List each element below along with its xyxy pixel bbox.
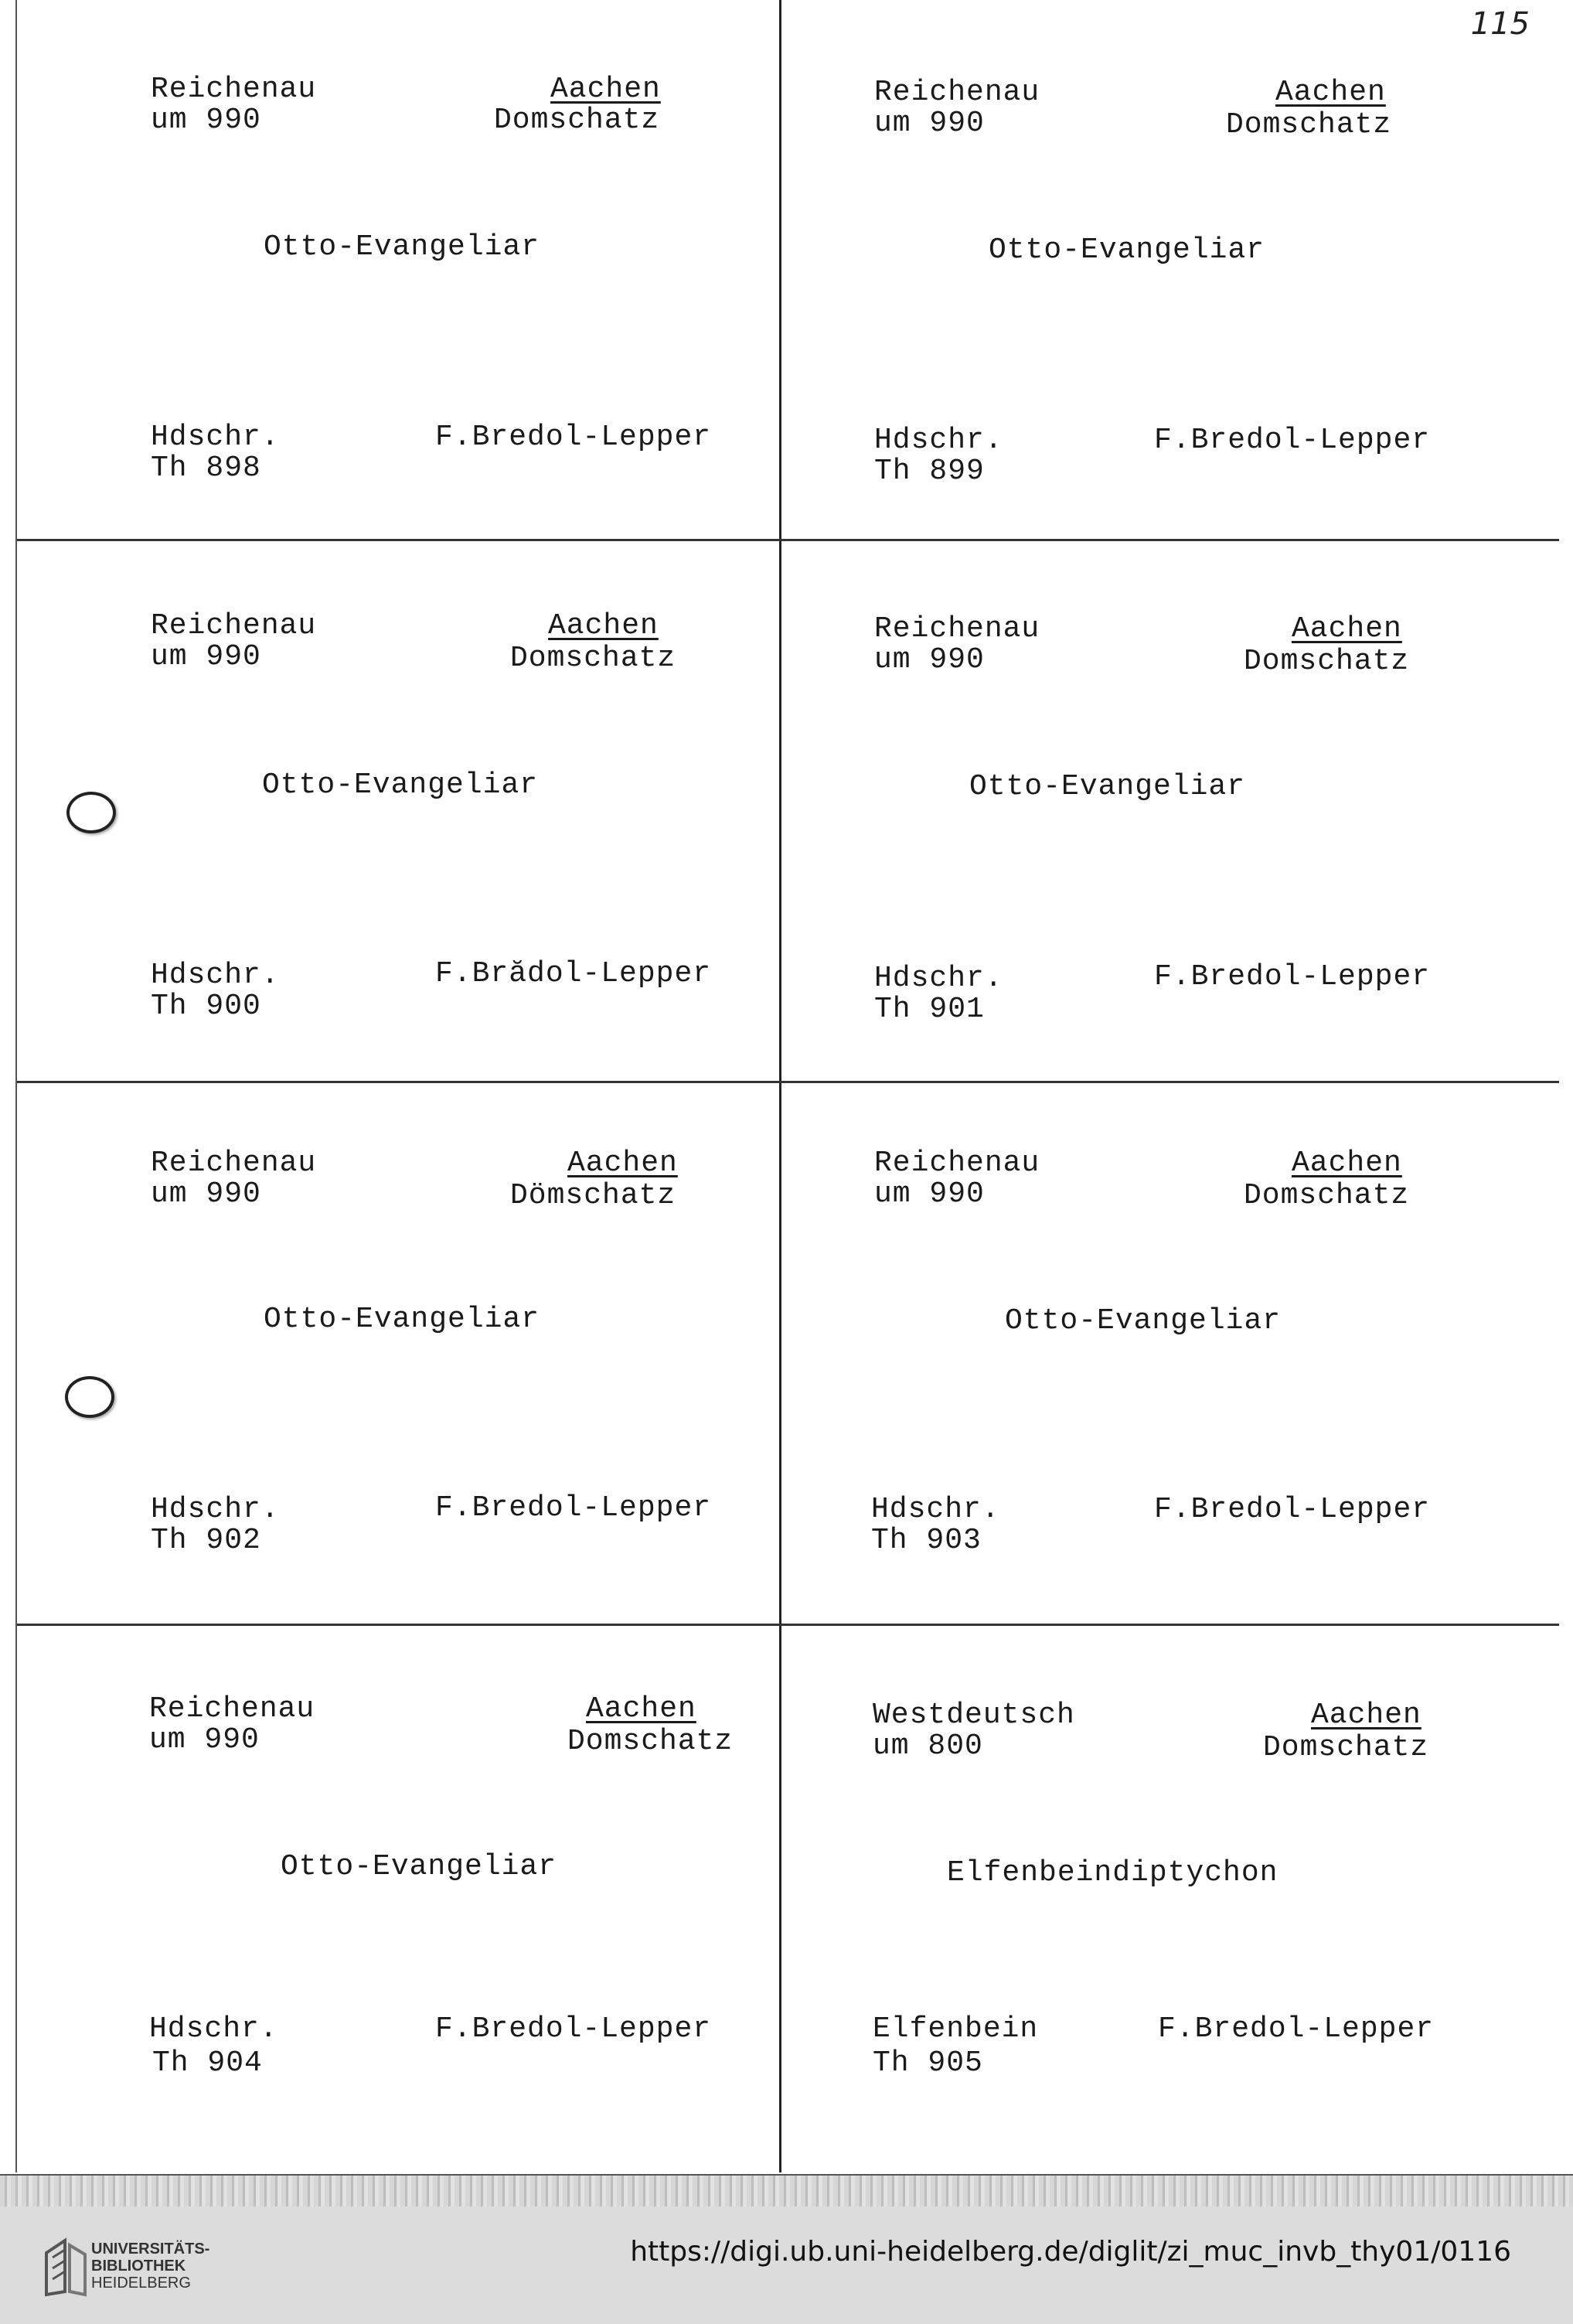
card-city: Aachen [1292,612,1402,646]
catalog-card [781,1626,1559,2172]
catalog-card [781,541,1559,1081]
page-number: 115 [1470,6,1530,42]
card-city: Aachen [550,73,661,106]
card-photographer: F.Bredol-Lepper [1154,424,1431,457]
card-date: um 990 [151,640,261,673]
card-category: Hdschr. [149,2012,278,2046]
index-card-sheet [15,0,1573,2172]
card-city: Aachen [1311,1699,1421,1732]
card-number: Th 899 [874,455,985,488]
library-name-line: HEIDELBERG [91,2275,191,2292]
card-photographer: F.Brădol-Lepper [435,957,712,990]
card-photographer: F.Bredol-Lepper [435,1491,712,1525]
card-number: Th 900 [151,990,261,1023]
card-category: Hdschr. [874,962,1003,995]
card-title: Otto-Evangeliar [989,233,1265,267]
card-city: Aachen [567,1147,678,1180]
card-number: Th 902 [151,1524,261,1557]
catalog-card [781,0,1559,539]
card-category: Elfenbein [873,2012,1039,2046]
card-date: um 800 [873,1729,983,1763]
card-place: Domschatz [494,104,660,137]
card-title: Otto-Evangeliar [281,1850,557,1883]
card-photographer: F.Bredol-Lepper [1158,2012,1435,2046]
card-number: Th 898 [151,452,261,485]
scan-edge-strip [0,2174,1573,2208]
library-name-line: BIBLIOTHEK [91,2258,186,2275]
card-category: Hdschr. [151,959,280,992]
card-city: Aachen [1292,1147,1402,1180]
card-date: um 990 [151,104,261,137]
card-date: um 990 [874,107,985,140]
card-place: Domschatz [510,642,676,675]
card-origin: Reichenau [151,73,317,106]
card-origin: Westdeutsch [873,1699,1075,1732]
card-city: Aachen [548,609,659,642]
card-category: Hdschr. [871,1493,1000,1526]
library-logo-icon [42,2237,90,2298]
card-date: um 990 [874,1177,985,1211]
card-origin: Reichenau [874,1147,1040,1180]
card-photographer: F.Bredol-Lepper [435,2012,712,2046]
card-origin: Reichenau [149,1692,315,1726]
card-place: Dömschatz [510,1179,676,1212]
library-name-line: UNIVERSITÄTS- [91,2241,210,2258]
card-place: Domschatz [1244,645,1410,678]
card-place: Domschatz [1226,108,1392,141]
catalog-card [17,541,779,1081]
card-origin: Reichenau [151,1147,317,1180]
catalog-card [17,0,779,539]
card-date: um 990 [874,643,985,676]
card-number: Th 905 [873,2046,983,2080]
card-category: Hdschr. [151,421,280,454]
catalog-card [17,1626,779,2172]
library-name [91,2241,209,2292]
card-title: Otto-Evangeliar [1005,1304,1282,1337]
punch-hole [66,792,116,833]
card-number: Th 903 [871,1524,982,1557]
card-number: Th 904 [152,2046,263,2080]
card-title: Otto-Evangeliar [262,768,539,802]
catalog-card [781,1083,1559,1624]
card-category: Hdschr. [874,424,1003,457]
card-date: um 990 [151,1177,261,1211]
source-url-link[interactable]: https://digi.ub.uni-heidelberg.de/diglit/zi_muc_invb_thy01/0116 [630,2236,1511,2268]
card-date: um 990 [149,1723,260,1757]
card-origin: Reichenau [151,609,317,642]
card-origin: Reichenau [874,612,1040,646]
card-place: Domschatz [1263,1731,1429,1764]
card-number: Th 901 [874,993,985,1026]
card-title: Otto-Evangeliar [264,230,540,264]
catalog-card [17,1083,779,1624]
card-photographer: F.Bredol-Lepper [1154,960,1431,993]
card-photographer: F.Bredol-Lepper [1154,1493,1431,1526]
card-place: Domschatz [1244,1179,1410,1212]
card-title: Otto-Evangeliar [264,1303,540,1336]
card-origin: Reichenau [874,76,1040,109]
card-category: Hdschr. [151,1493,280,1526]
footer-bar [0,2206,1573,2324]
punch-hole [65,1376,114,1418]
card-photographer: F.Bredol-Lepper [435,421,712,454]
card-city: Aachen [586,1692,696,1726]
card-title: Otto-Evangeliar [969,770,1246,803]
card-city: Aachen [1275,76,1386,109]
card-place: Domschatz [567,1725,734,1758]
card-title: Elfenbeindiptychon [947,1856,1278,1890]
